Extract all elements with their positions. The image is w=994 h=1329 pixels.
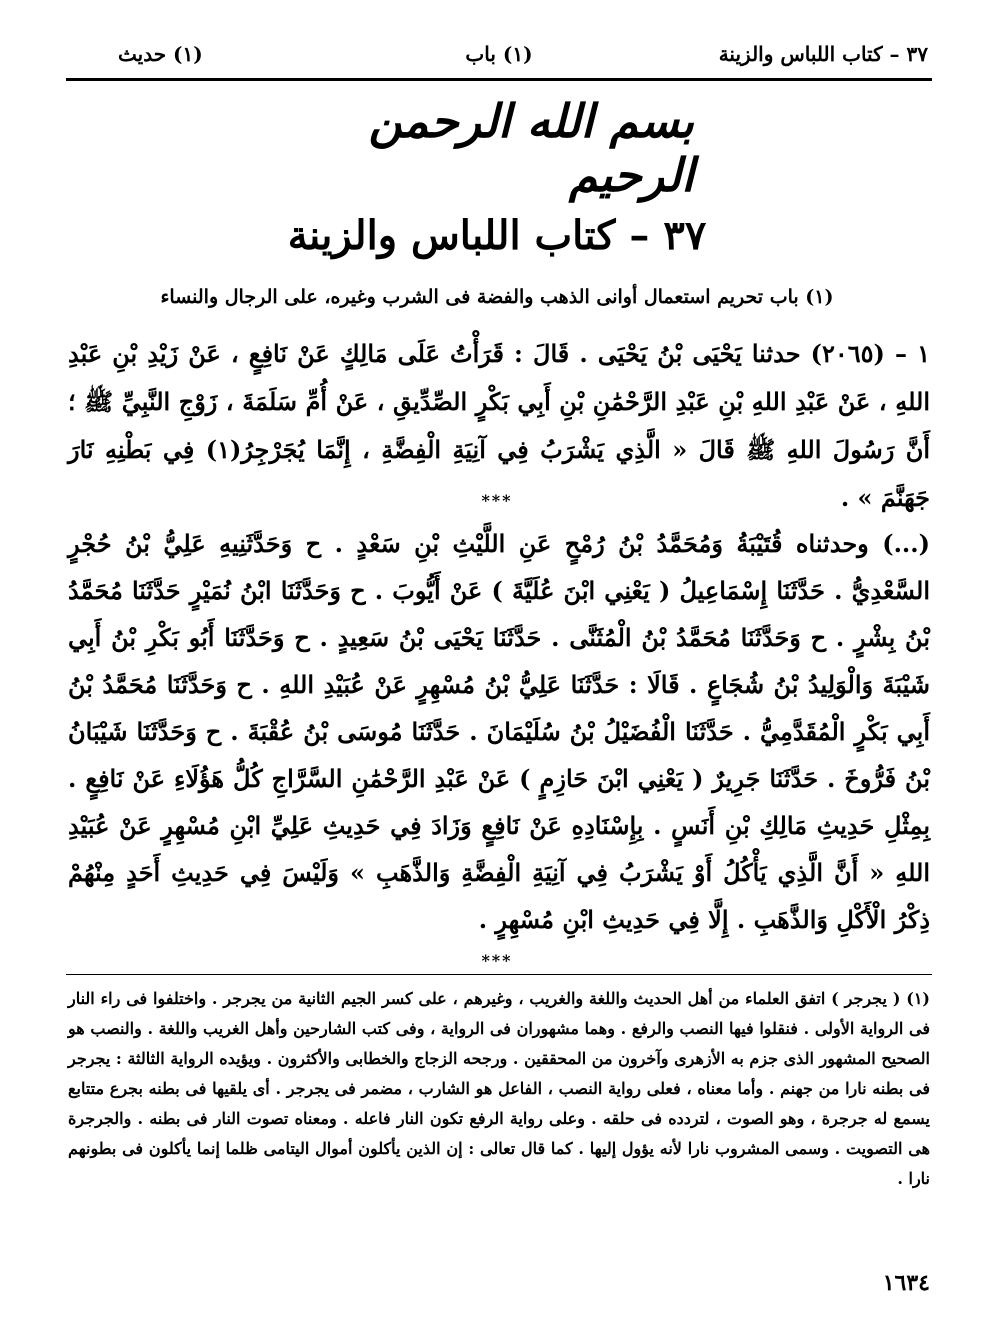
hadith-paragraph: (...) وحدثناه قُتَيْبَةُ وَمُحَمَّدُ بْنُ رُمْحٍ عَنِ اللَّيْثِ بْنِ سَعْدٍ . ح وَحَدَّثَنِيهِ عَلِيُّ بْنُ حُجْرٍ السَّعْدِيُّ . حَدَّثَنَا إِسْمَاعِيلُ ( يَعْنِي ابْنَ عُلَيَّةَ ) عَنْ أَيُّوبَ . ح وَحَدَّثَنَا ابْنُ نُمَيْرٍ حَدَّثَنَا مُحَمَّدُ بْنُ بِشْرٍ . ح وَحَدَّثَنَا مُحَمَّدُ بْنُ الْمُثَنَّى . حَدَّثَنَا يَحْيَى بْنُ سَعِيدٍ . ح وَحَدَّثَنَا أَبُو بَكْرِ بْنُ أَبِي شَيْبَةَ وَالْوَلِيدُ بْنُ شُجَاعٍ . قَالَا : حَدَّثَنَا عَلِيُّ بْنُ مُسْهِرٍ عَنْ عُبَيْدِ اللهِ . ح وَحَدَّثَنَا مُحَمَّدُ بْنُ أَبِي بَكْرٍ الْمُقَدَّمِيُّ . حَدَّثَنَا الْفُضَيْلُ بْنُ سُلَيْمَانَ . حَدَّثَنَا مُوسَى بْنُ عُقْبَةَ . ح وَحَدَّثَنَا شَيْبَانُ بْنُ فَرُّوخَ . حَدَّثَنَا جَرِيرٌ ( يَعْنِي ابْنَ حَازِمٍ ) عَنْ عَبْدِ الرَّحْمَٰنِ السَّرَّاجِ كُلُّ هَؤُلَاءِ عَنْ نَافِعٍ . بِمِثْلِ حَدِيثِ مَالِكِ بْنِ أَنَسٍ . بِإِسْنَادِهِ عَنْ نَافِعٍ وَزَادَ فِي حَدِيثِ عَلِيِّ ابْنِ مُسْهِرٍ عَنْ عُبَيْدِ اللهِ « أَنَّ الَّذِي يَأْكُلُ أَوْ يَشْرَبُ فِي آنِيَةِ الْفِضَّةِ وَالذَّهَبِ » وَلَيْسَ فِي حَدِيثِ أَحَدٍ مِنْهُمْ ذِكْرُ الْأَكْلِ وَالذَّهَبِ . إِلَّا فِي حَدِيثِ ابْنِ مُسْهِرٍ . bbox=[68, 529, 931, 934]
hadith-paragraph: ١ – (٢٠٦٥) حدثنا يَحْيَى بْنُ يَحْيَى . قَالَ : قَرَأْتُ عَلَى مَالِكٍ عَنْ نَافِعٍ ، عَنْ زَيْدِ بْنِ عَبْدِ اللهِ ، عَنْ عَبْدِ اللهِ بْنِ عَبْدِ الرَّحْمَٰنِ بْنِ أَبِي بَكْرٍ الصِّدِّيقِ ، عَنْ أُمِّ سَلَمَةَ ، زَوْجِ النَّبِيِّ ﷺ ؛ أَنَّ رَسُولَ اللهِ ﷺ قَالَ « الَّذِي يَشْرَبُ فِي آنِيَةِ الْفِضَّةِ ، إِنَّمَا يُجَرْجِرُ(١) فِي بَطْنِهِ نَارَ جَهَنَّمَ » . bbox=[68, 339, 931, 512]
footnote-rule bbox=[66, 974, 932, 975]
book-title: ٣٧ – كتاب اللباس والزينة bbox=[287, 212, 707, 259]
chapter-title: (١) باب تحريم استعمال أوانى الذهب والفضة فى الشرب وغيره، على الرجال والنساء bbox=[160, 286, 834, 308]
footnote: (١) ( يجرجر ) اتفق العلماء من أهل الحديث واللغة والغريب ، وغيرهم ، على كسر الجيم الثانية من يجرجر . واختلفوا فى راء النار فى الرواية الأولى . فنقلوا فيها النصب والرفع . وهما مشهوران فى الرواية ، وفى كتب الشارحين وأهل الغريب واللغة . والنصب هو الصحيح المشهور الذى جزم به الأزهرى وآخرون من المحققين . ورجحه الزجاج والخطابى والأكثرون . ويؤيده الرواية الثالثة : يجرجر فى بطنه نارا من جهنم . وأما معناه ، فعلى رواية النصب ، الفاعل هو الشارب ، مضمر فى يجرجر . أى يلقيها فى بطنه بجرع متتابع يسمع له جرجرة ، وهو الصوت ، لتردده فى حلقه . وعلى رواية الرفع تكون النار فاعله . ومعناه تصوت النار فى بطنه . والجرجرة هى التصويت . وسمى المشروب نارا لأنه يؤول إليها . كما قال تعالى : إن الذين يأكلون أموال اليتامى ظلما إنما يأكلون فى بطونهم نارا . bbox=[68, 989, 931, 1188]
basmala-calligraphy: بسم الله الرحمن الرحيم bbox=[368, 94, 694, 202]
header-book-title: ٣٧ – كتاب اللباس والزينة bbox=[718, 42, 928, 66]
page-number: ١٦٣٤ bbox=[882, 1270, 930, 1296]
separator-asterisks: *** bbox=[481, 491, 513, 510]
header-hadith-number: (١) حديث bbox=[118, 42, 203, 66]
header-rule bbox=[66, 78, 932, 81]
running-header bbox=[66, 38, 932, 74]
header-chapter-number: (١) باب bbox=[465, 42, 533, 66]
separator-asterisks: *** bbox=[481, 951, 513, 970]
